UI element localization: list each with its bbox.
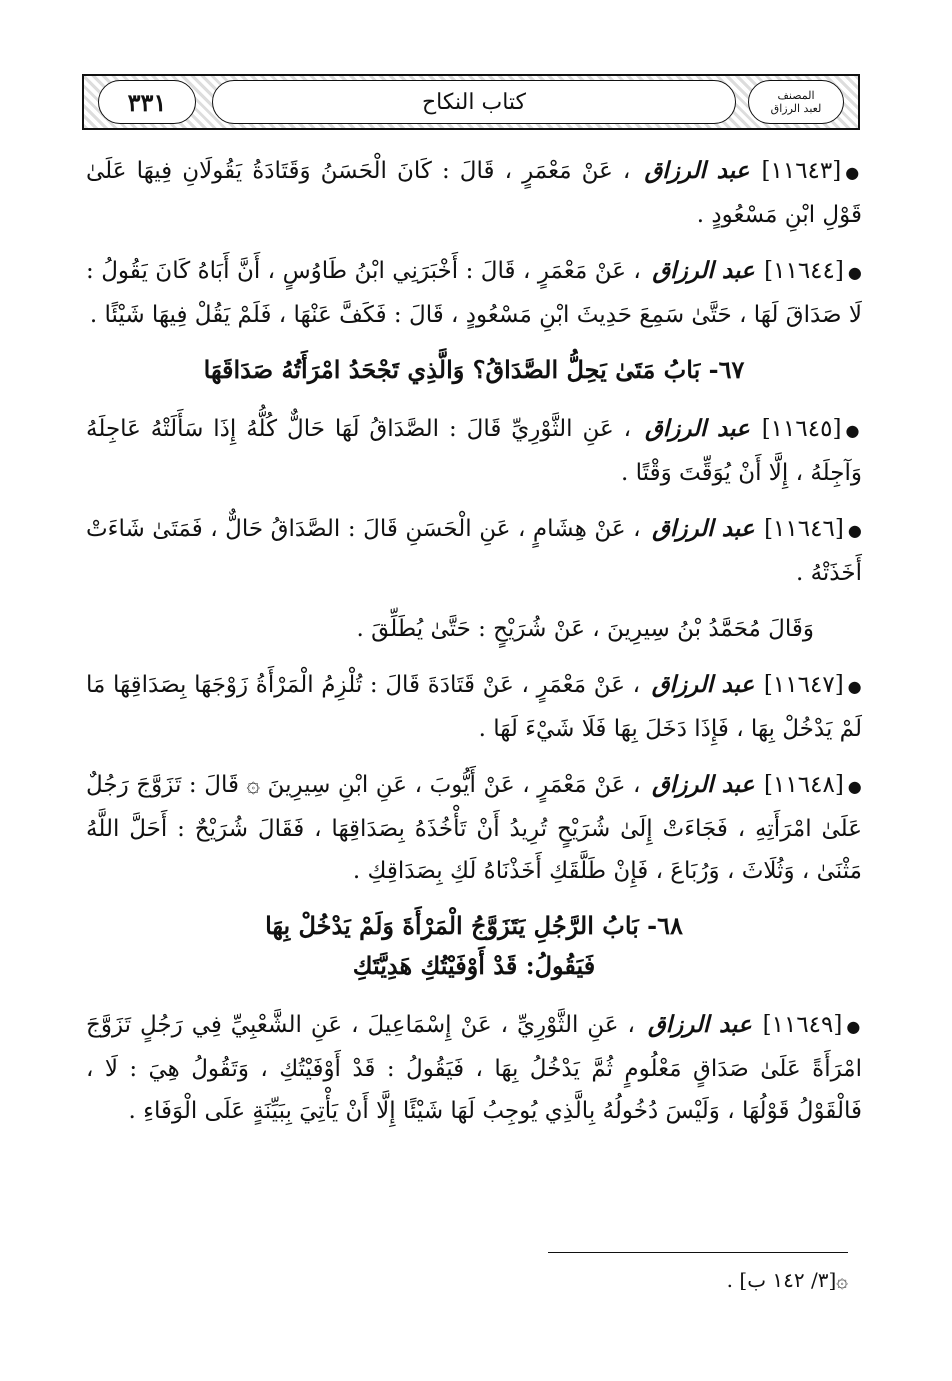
hadith-text: ، عَنْ هِشَامٍ ، عَنِ الْحَسَنِ قَالَ : الصَّدَاقُ حَالٌّ ، فَمَتَىٰ شَاءَتْ أَخَذَتْهُ . xyxy=(86,516,862,586)
logo-line-2: لعبد الرزاق xyxy=(770,102,822,115)
hadith-text: ، عَنِ الثَّوْرِيِّ قَالَ : الصَّدَاقُ لَهَا حَالٌّ كُلُّهُ إِذَا سَأَلَتْهُ عَاجِلَهُ وَآجِلَهُ ، إِلَّا أَنْ يُوَقِّتَ وَقْتًا . xyxy=(86,416,862,486)
logo-line-1: المصنف xyxy=(777,89,815,102)
chapter-68-line-2: فَيَقُولُ: قَدْ أَوْفَيْتُكِ هَدِيَّتَكِ xyxy=(352,951,596,980)
hadith-author: عبد الرزاق xyxy=(651,671,755,698)
hadith-11646-addendum: وَقَالَ مُحَمَّدُ بْنُ سِيرِينَ ، عَنْ شُرَيْحٍ : حَتَّىٰ يُطَلِّقَ . xyxy=(356,616,814,642)
hadith-11649 xyxy=(86,1004,862,1132)
hadith-number: [١١٦٤٧] xyxy=(763,672,844,698)
hadith-author: عبد الرزاق xyxy=(652,771,755,798)
hadith-11645 xyxy=(86,408,862,494)
hadith-text: ، عَنِ الثَّوْرِيِّ ، عَنْ إِسْمَاعِيلَ ، عَنِ الشَّعْبِيِّ فِي رَجُلٍ تَزَوَّجَ امْرَأَةً عَلَىٰ صَدَاقٍ مَعْلُومٍ ثُمَّ يَدْخُلُ بِهَا ، فَيَقُولُ : قَدْ أَوْفَيْتُكِ ، وَتَقُولُ هِيَ : لَا ، فَالْقَوْلُ قَوْلُهَا ، وَلَيْسَ دُخُولُهُ بِالَّذِي يُوجِبُ لَهَا شَيْئًا إِلَّا أَنْ يَأْتِيَ بِبَيِّنَةٍ عَلَى الْوَفَاءِ . xyxy=(86,1012,862,1124)
hadith-text: ، عَنْ مَعْمَرٍ ، قَالَ : كَانَ الْحَسَنُ وَقَتَادَةُ يَقُولَانِ فِيهَا عَلَىٰ قَوْلِ ابْنِ مَسْعُودٍ . xyxy=(86,158,862,228)
hadith-number: [١١٦٤٩] xyxy=(762,1012,843,1038)
hadith-11643 xyxy=(86,150,862,236)
page-header xyxy=(82,74,860,130)
hadith-11644 xyxy=(86,250,862,336)
book-title: كتاب النكاح xyxy=(212,80,736,124)
chapter-68-line-1: ٦٨- بَابُ الرَّجُلِ يَتَزَوَّجُ الْمَرْأَةَ وَلَمْ يَدْخُلْ بِهَا xyxy=(265,911,683,940)
hadith-number: [١١٦٤٦] xyxy=(764,516,844,542)
chapter-68-heading xyxy=(86,906,862,986)
bullet-icon: ● xyxy=(847,777,863,796)
hadith-author: عبد الرزاق xyxy=(652,257,755,284)
hadith-number: [١١٦٤٤] xyxy=(764,258,844,284)
bullet-icon: ● xyxy=(846,1017,862,1036)
hadith-number: [١١٦٤٥] xyxy=(761,416,842,442)
page-number: ٣٣١ xyxy=(98,80,196,124)
bullet-icon: ● xyxy=(847,521,862,540)
hadith-number: [١١٦٤٣] xyxy=(761,158,842,184)
hadith-author: عبد الرزاق xyxy=(652,515,755,542)
bullet-icon: ● xyxy=(847,677,862,696)
bullet-icon: ● xyxy=(845,421,862,440)
book-logo xyxy=(748,80,844,124)
hadith-11648 xyxy=(86,764,862,892)
page-body xyxy=(86,150,862,1146)
hadith-author: عبد الرزاق xyxy=(644,157,750,184)
footnote: ۞[٣/ ١٤٢ ب] . xyxy=(726,1268,848,1292)
hadith-11646 xyxy=(86,508,862,594)
hadith-text: ، عَنْ مَعْمَرٍ ، عَنْ أَيُّوبَ ، عَنِ ابْنِ سِيرِينَ ۞ قَالَ : تَزَوَّجَ رَجُلٌ عَلَىٰ امْرَأَتِهِ ، فَجَاءَتْ إِلَىٰ شُرَيْحٍ تُرِيدُ أَنْ تَأْخُذَهُ بِصَدَاقِهَا ، فَقَالَ شُرَيْحٌ : أَحَلَّ اللَّهُ مَثْنَىٰ ، وَثُلَاثَ ، وَرُبَاعَ ، فَإِنْ طَلَّقَكِ أَخَذْنَاهُ لَكِ بِصَدَاقِكِ . xyxy=(86,772,862,884)
bullet-icon: ● xyxy=(847,263,863,282)
hadith-number: [١١٦٤٨] xyxy=(764,772,844,798)
footnote-divider xyxy=(548,1252,848,1253)
bullet-icon: ● xyxy=(845,163,862,182)
chapter-67-heading: ٦٧- بَابُ مَتَىٰ يَحِلُّ الصَّدَاقُ؟ وَالَّذِي تَجْحَدُ امْرَأَتُهُ صَدَاقَهَا xyxy=(203,355,745,384)
hadith-text: ، عَنْ مَعْمَرٍ ، عَنْ قَتَادَةَ قَالَ : تُلْزِمُ الْمَرْأَةُ زَوْجَهَا بِصَدَاقِهَا مَا لَمْ يَدْخُلْ بِهَا ، فَإِذَا دَخَلَ بِهَا فَلَا شَيْءَ لَهَا . xyxy=(86,672,862,742)
hadith-author: عبد الرزاق xyxy=(644,415,750,442)
hadith-author: عبد الرزاق xyxy=(647,1011,752,1038)
hadith-text: ، عَنْ مَعْمَرٍ ، قَالَ : أَخْبَرَنِي ابْنُ طَاوُسٍ ، أَنَّ أَبَاهُ كَانَ يَقُولُ : لَا صَدَاقَ لَهَا ، حَتَّىٰ سَمِعَ حَدِيثَ ابْنِ مَسْعُودٍ ، قَالَ : فَكَفَّ عَنْهَا ، فَلَمْ يَقُلْ فِيهَا شَيْئًا . xyxy=(86,258,862,328)
hadith-11647 xyxy=(86,664,862,750)
